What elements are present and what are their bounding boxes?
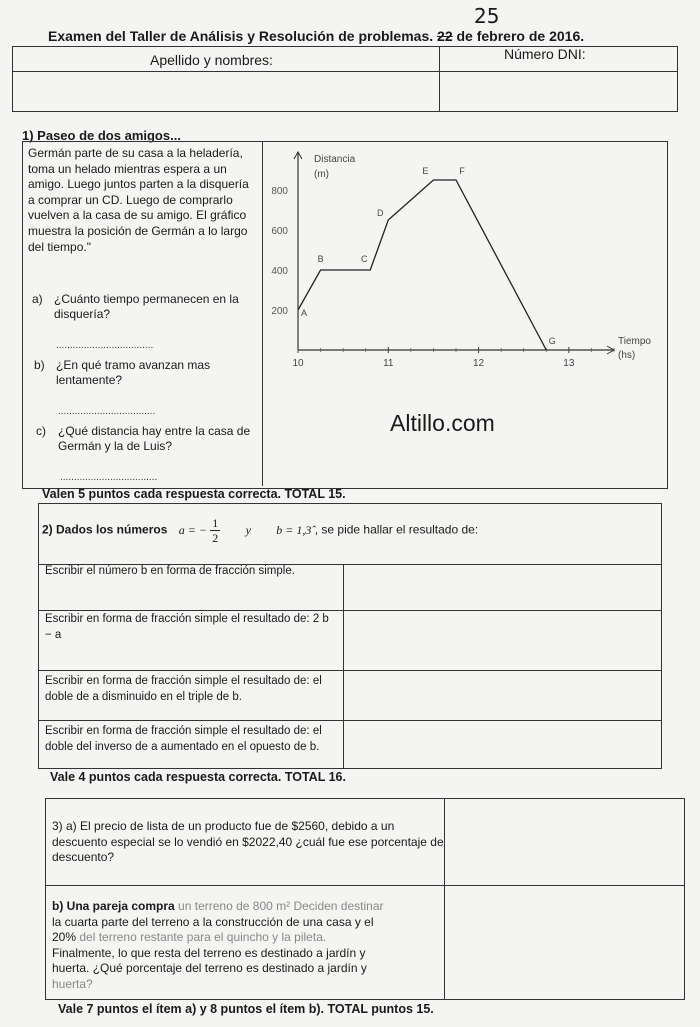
title-end: de febrero de 2016. [456, 28, 585, 44]
question-c: ¿Qué distancia hay entre la casa de Germán y la de Luis? [58, 424, 251, 453]
section1-divider [262, 141, 263, 486]
b-expression: b = 1,3̂ [276, 522, 312, 537]
section2-title [42, 516, 478, 545]
point-label-f: F [459, 166, 465, 176]
point-label-g: G [548, 336, 556, 346]
task-row-2: Escribir en forma de fracción simple el resultado de: 2 b − a [45, 613, 329, 641]
question-b-letter: b) [34, 358, 45, 372]
question-3a: 3) a) El precio de lista de un producto fue de $2560, debido a un descuento especial se lo vendió en $2022,40 ¿cuál fue ese porcentaje de descuento? [52, 819, 444, 864]
row-divider [39, 720, 661, 721]
y-tick-label: 200 [271, 306, 288, 317]
point-label-d: D [377, 208, 384, 218]
y-axis-unit: (m) [314, 169, 329, 180]
position-line [298, 180, 546, 350]
question-3b [52, 899, 444, 992]
y-axis-label: Distancia [314, 154, 356, 165]
task-row-3: Escribir en forma de fracción simple el resultado de: el doble de a disminuido en el triple de b. [45, 675, 322, 703]
question-3b-line6: huerta? [52, 976, 93, 991]
answer-column-divider [444, 799, 445, 999]
point-label-b: B [317, 254, 324, 264]
point-label-a: A [300, 308, 308, 318]
watermark: Altillo.com [390, 410, 495, 436]
section1-intro: Germán parte de su casa a la heladería, toma un helado mientras espera a un amigo. Luego juntos parten a la disquería a comprar un CD. Luego de comprarlo vuelven a la casa de su amigo. El gráfico muestra la posición de Germán a lo largo del tiempo." [28, 146, 249, 254]
title-start: Examen del Taller de Análisis y Resolución de problemas. [48, 28, 434, 44]
a-expression: a = − [178, 522, 207, 537]
section2-prefix: 2) Dados los números [42, 522, 168, 537]
exam-title [48, 28, 584, 44]
x-axis-label: Tiempo [618, 336, 651, 347]
question-3b-lead: b) Una pareja compra [52, 899, 175, 913]
header-divider [13, 71, 677, 72]
point-label-c: C [360, 254, 368, 264]
handwritten-date: 25 [474, 4, 500, 28]
x-axis-unit: (hs) [618, 350, 636, 361]
row-divider [39, 610, 661, 611]
section3-box [45, 798, 685, 1000]
question-b: ¿En qué tramo avanzan mas lentamente? [56, 358, 211, 387]
section1-title: 1) Paseo de dos amigos... [22, 128, 181, 143]
y-tick-label: 800 [271, 186, 288, 197]
task-row-4: Escribir en forma de fracción simple el resultado de: el doble del inverso de a aumentado en el opuesto de b. [45, 725, 322, 753]
y-conjunction: y [245, 522, 251, 537]
section1-total: Valen 5 puntos cada respuesta correcta. TOTAL 15. [42, 487, 346, 501]
distance-time-chart [264, 142, 668, 378]
x-tick-label: 12 [473, 358, 485, 369]
answer-b-line: ................................... [58, 406, 156, 417]
x-tick-label: 11 [383, 358, 394, 369]
question-3b-line2: la cuarta parte del terreno a la construcción de una casa y el [52, 914, 374, 929]
y-tick-label: 600 [271, 226, 288, 237]
section2-suffix: , se pide hallar el resultado de: [314, 522, 479, 537]
name-label: Apellido y nombres: [150, 52, 273, 68]
fraction-one-half [210, 516, 220, 545]
row-divider [39, 670, 661, 671]
point-label-e: E [422, 166, 429, 176]
y-tick-label: 400 [271, 266, 288, 277]
struck-day: 22 [437, 28, 453, 44]
section3-total: Vale 7 puntos el ítem a) y 8 puntos el ítem b). TOTAL puntos 15. [58, 1002, 434, 1016]
question-3b-line3: del terreno restante para el quincho y la pileta. [79, 930, 327, 944]
dni-label: Número DNI: [504, 46, 586, 62]
answer-c-line: ................................... [60, 472, 158, 483]
question-3b-line4: Finalmente, lo que resta del terreno es destinado a jardín y [52, 945, 366, 960]
fraction-numerator: 1 [212, 516, 219, 530]
task-row-1: Escribir el número b en forma de fracción simple. [45, 565, 295, 577]
question-c-letter: c) [36, 424, 46, 438]
answer-a-line: ................................... [56, 340, 154, 351]
question-3b-line5: huerta. ¿Qué porcentaje del terreno es destinado a jardín y [52, 961, 367, 975]
fraction-denominator: 2 [212, 531, 219, 545]
question-3b-pct: 20% [52, 930, 77, 944]
x-tick-label: 10 [292, 358, 304, 369]
question-a: ¿Cuánto tiempo permanecen en la disquería? [54, 292, 239, 321]
row-divider [46, 885, 684, 886]
question-a-letter: a) [32, 292, 43, 306]
x-tick-label: 13 [563, 358, 575, 369]
answer-column-divider [343, 564, 344, 769]
question-3b-faded: un terreno de 800 m² Deciden destinar [178, 899, 384, 913]
section2-total: Vale 4 puntos cada respuesta correcta. TOTAL 16. [50, 770, 346, 784]
